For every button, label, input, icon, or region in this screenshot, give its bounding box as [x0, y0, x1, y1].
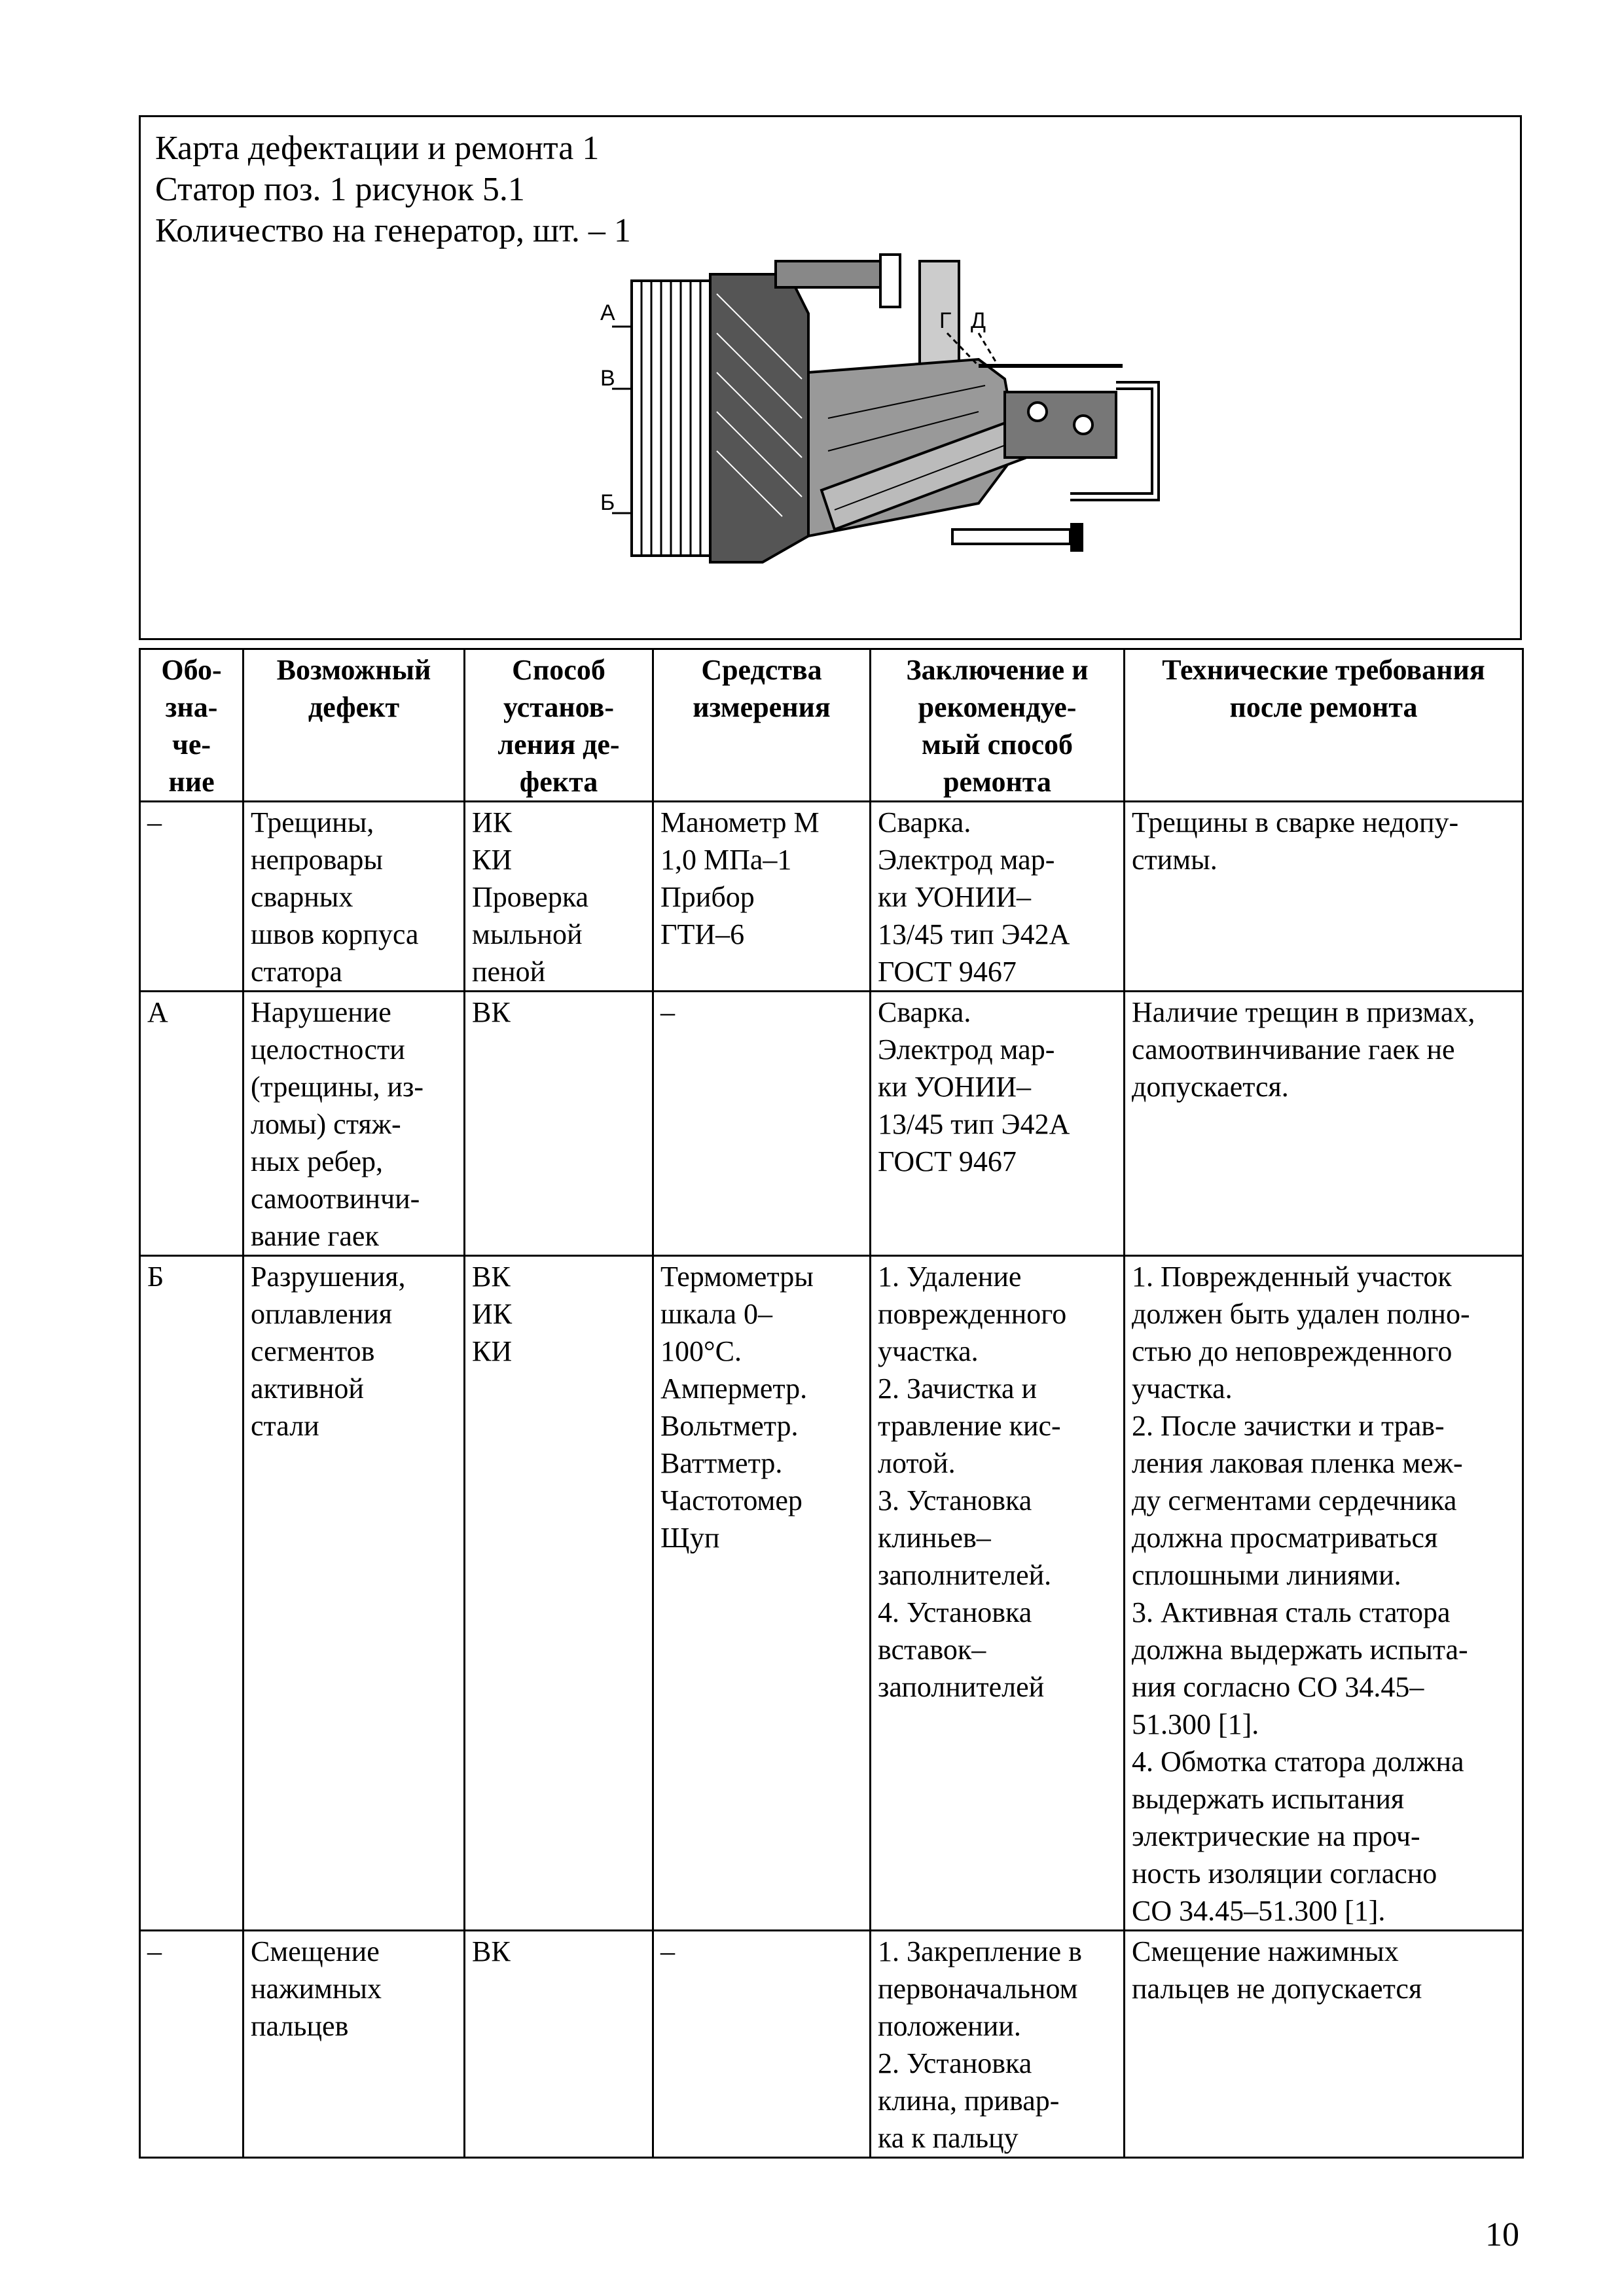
cell-means: Манометр М 1,0 МПа–1 Прибор ГТИ–6: [653, 802, 871, 992]
top-flange: [776, 261, 887, 287]
cell-defect: Разрушения, оплавления сегментов активной стали: [244, 1256, 465, 1931]
card-title: Карта дефектации и ремонта 1: [155, 130, 600, 167]
cell-requirements: 1. Поврежденный участок должен быть удален полно- стью до неповрежденного участка. 2. После зачистки и трав- ления лаковая пленка меж- ду сегментами сердечника должна просматриваться сплошными линиями. 3. Активная сталь статора должна выдержать испыта- ния согласно СО 34.45– 51.300 [1]. 4. Обмотка статора должна выдержать испытания электрические на проч- ность изоляции согласно СО 34.45–51.300 [1].: [1125, 1256, 1523, 1931]
card-header: [155, 128, 631, 251]
terminal-box: [1005, 392, 1116, 457]
table-row: [140, 1256, 1523, 1931]
cell-conclusion: Сварка. Электрод мар- ки УОНИИ– 13/45 тип Э42А ГОСТ 9467: [871, 992, 1125, 1256]
col-conclusion: Заключение и рекомендуе- мый способ ремонта: [871, 649, 1125, 802]
card-subject: Статор поз. 1 рисунок 5.1: [155, 171, 525, 208]
cell-requirements: Трещины в сварке недопу- стимы.: [1125, 802, 1523, 992]
table-header-row: [140, 649, 1523, 802]
cell-defect: Смещение нажимных пальцев: [244, 1931, 465, 2158]
cell-method: ИК КИ Проверка мыльной пеной: [465, 802, 653, 992]
col-requirements: Технические требования после ремонта: [1125, 649, 1523, 802]
cell-method: ВК: [465, 992, 653, 1256]
stator-drawing: [600, 255, 1214, 582]
table-row: [140, 1931, 1523, 2158]
cell-method: ВК ИК КИ: [465, 1256, 653, 1931]
label-b: Б: [600, 490, 615, 515]
cell-requirements: Смещение нажимных пальцев не допускается: [1125, 1931, 1523, 2158]
cell-conclusion: Сварка. Электрод мар- ки УОНИИ– 13/45 тип Э42А ГОСТ 9467: [871, 802, 1125, 992]
cell-means: Термометры шкала 0– 100°С. Амперметр. Вольтметр. Ваттметр. Частотомер Щуп: [653, 1256, 871, 1931]
cell-method: ВК: [465, 1931, 653, 2158]
cell-means: –: [653, 992, 871, 1256]
col-means: Средства измерения: [653, 649, 871, 802]
table-row: [140, 802, 1523, 992]
col-method: Способ установ- ления де- фекта: [465, 649, 653, 802]
col-designation: Обо- зна- че- ние: [140, 649, 244, 802]
label-v: В: [600, 366, 615, 391]
cell-designation: Б: [140, 1256, 244, 1931]
cell-defect: Нарушение целостности (трещины, из- ломы) стяж- ных ребер, самоотвинчи- вание гаек: [244, 992, 465, 1256]
page-number: 10: [1485, 2216, 1519, 2253]
col-defect: Возможный дефект: [244, 649, 465, 802]
label-d: Д: [971, 308, 986, 333]
core-laminations: [632, 281, 710, 556]
defects-table: [139, 648, 1524, 2159]
pressure-plate: [710, 274, 808, 562]
card-quantity: Количество на генератор, шт. – 1: [155, 212, 631, 249]
cell-defect: Трещины, непровары сварных швов корпуса статора: [244, 802, 465, 992]
cell-designation: А: [140, 992, 244, 1256]
card-header-frame: [139, 115, 1522, 640]
label-a: А: [600, 300, 615, 325]
cell-conclusion: 1. Закрепление в первоначальном положении. 2. Установка клина, привар- ка к пальцу: [871, 1931, 1125, 2158]
cell-requirements: Наличие трещин в призмах, самоотвинчивание гаек не допускается.: [1125, 992, 1523, 1256]
cell-means: –: [653, 1931, 871, 2158]
cell-designation: –: [140, 1931, 244, 2158]
cell-conclusion: 1. Удаление поврежденного участка. 2. Зачистка и травление кис- лотой. 3. Установка клиньев– заполнителей. 4. Установка вставок– заполнителей: [871, 1256, 1125, 1931]
label-g: Г: [939, 308, 952, 333]
table-row: [140, 992, 1523, 1256]
cell-designation: –: [140, 802, 244, 992]
